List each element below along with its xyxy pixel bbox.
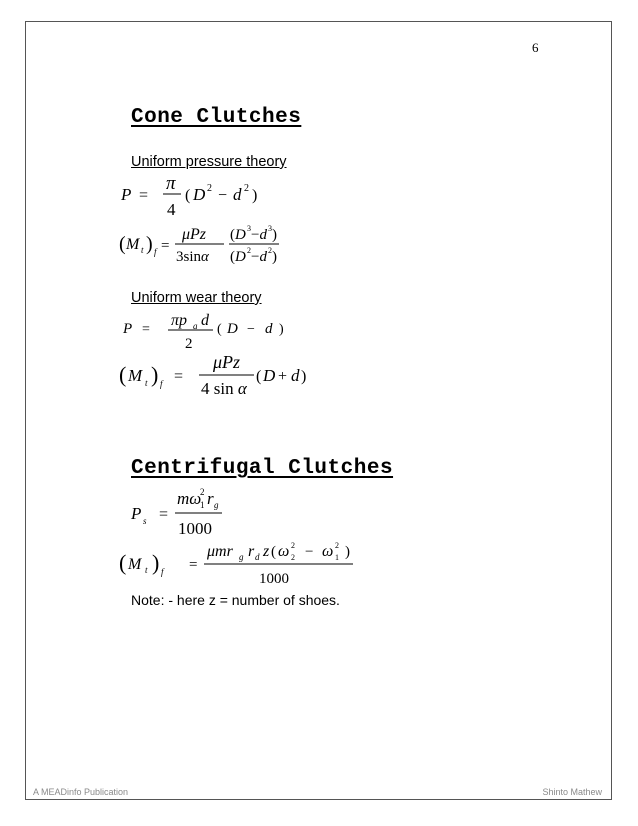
eq-numerator: −d — [251, 227, 267, 243]
eq-paren: ( — [119, 550, 127, 575]
page-border — [25, 21, 612, 800]
eq-numerator: d — [201, 312, 209, 329]
note-shoes: Note: - here z = number of shoes. — [131, 592, 340, 608]
eq-denominator: 3sinα — [176, 249, 209, 265]
eq-symbol-M: M — [126, 236, 140, 253]
eq-equals: = — [189, 557, 198, 573]
eq-paren: ) — [252, 187, 258, 204]
eq-symbol-D: D — [263, 366, 276, 385]
footer-publisher: A MEADinfo Publication — [33, 787, 129, 797]
eq-denominator: −d — [251, 249, 267, 265]
eq-subscript: t — [141, 245, 144, 255]
equation-centrifugal-torque — [119, 538, 369, 590]
footer-author: Shinto Mathew — [542, 787, 602, 797]
equation-uniform-wear-force — [121, 309, 321, 355]
equation-svg — [121, 309, 321, 355]
equation-svg — [119, 350, 329, 400]
eq-symbol-D: D — [227, 321, 238, 337]
eq-equals: = — [174, 368, 184, 385]
eq-numerator: (D — [230, 227, 246, 243]
eq-subscript: f — [161, 567, 164, 577]
equation-spring-force — [119, 482, 259, 540]
equation-svg — [119, 220, 339, 270]
eq-numerator: r — [207, 489, 214, 508]
eq-symbol-d: d — [265, 321, 273, 337]
eq-exponent: 3 — [268, 224, 272, 233]
eq-plus: + — [278, 368, 288, 385]
eq-symbol-D: D — [193, 185, 206, 204]
eq-symbol-M: M — [128, 366, 143, 385]
page-number: 6 — [532, 40, 539, 55]
equation-svg — [119, 482, 259, 540]
eq-paren: ( — [119, 362, 127, 387]
equation-svg — [119, 538, 369, 590]
eq-minus: − — [218, 187, 228, 204]
subheading-uniform-pressure: Uniform pressure theory — [131, 154, 287, 170]
eq-symbol-P: P — [123, 321, 133, 337]
eq-exponent: 2 — [335, 541, 339, 550]
eq-subscript: t — [145, 378, 148, 388]
eq-symbol-P: P — [121, 185, 132, 204]
eq-paren: ( — [217, 322, 222, 337]
heading-centrifugal-clutches: Centrifugal Clutches — [131, 457, 394, 480]
eq-symbol-M: M — [128, 556, 142, 573]
heading-cone-clutches: Cone Clutches — [131, 106, 302, 129]
eq-subscript: f — [160, 379, 163, 389]
eq-exponent: 2 — [207, 183, 212, 194]
eq-numerator: mω — [177, 489, 202, 508]
eq-paren: ( — [119, 233, 126, 255]
eq-denominator: 4 — [167, 200, 176, 219]
eq-subscript: a — [193, 321, 198, 331]
eq-paren: ) — [152, 550, 160, 575]
eq-denominator: 2 — [185, 336, 193, 352]
eq-paren: ) — [146, 233, 153, 255]
eq-subscript: g — [239, 552, 244, 562]
eq-paren: ( — [185, 187, 191, 204]
eq-symbol-pi: π — [166, 173, 176, 194]
eq-symbol-d: d — [233, 185, 242, 204]
equation-svg — [119, 172, 319, 220]
eq-exponent: 2 — [291, 541, 295, 550]
eq-denominator: 1000 — [178, 519, 212, 538]
eq-subscript: d — [255, 552, 260, 562]
eq-equals: = — [142, 322, 150, 337]
eq-exponent: 2 — [200, 487, 205, 497]
eq-denominator: 1000 — [259, 571, 289, 587]
eq-denominator: ) — [272, 249, 277, 265]
eq-symbol-P: P — [131, 504, 142, 523]
eq-symbol-d: d — [291, 366, 300, 385]
eq-numerator: μmr — [207, 543, 233, 560]
eq-paren: ( — [256, 368, 262, 385]
eq-subscript: 1 — [335, 553, 339, 562]
eq-numerator: μPz — [213, 352, 241, 372]
eq-numerator: ω — [278, 543, 290, 560]
eq-subscript: 1 — [200, 500, 205, 510]
eq-exponent: 2 — [244, 183, 249, 194]
eq-minus: − — [247, 322, 255, 337]
eq-denominator: (D — [230, 249, 246, 265]
eq-subscript: g — [214, 500, 219, 510]
equation-uniform-wear-torque — [119, 350, 329, 400]
eq-exponent: 2 — [247, 246, 251, 255]
eq-subscript: s — [143, 516, 147, 526]
equation-uniform-pressure-force — [119, 172, 319, 220]
eq-subscript: t — [145, 565, 148, 575]
eq-exponent: 3 — [247, 224, 251, 233]
eq-subscript: f — [154, 247, 157, 257]
eq-paren: ) — [151, 362, 159, 387]
eq-paren: ) — [345, 544, 350, 560]
eq-numerator: ω — [322, 543, 334, 560]
eq-numerator: ) — [272, 227, 277, 243]
eq-paren: ( — [271, 544, 276, 560]
eq-numerator: μPz — [182, 226, 207, 243]
subheading-uniform-wear: Uniform wear theory — [131, 290, 262, 306]
eq-equals: = — [159, 506, 169, 523]
eq-equals: = — [139, 187, 149, 204]
eq-equals: = — [161, 238, 170, 254]
eq-denominator: 4 sin α — [201, 379, 247, 398]
eq-minus: − — [305, 544, 314, 560]
eq-exponent: 2 — [268, 246, 272, 255]
eq-paren: ) — [279, 322, 284, 337]
eq-subscript: 2 — [291, 553, 295, 562]
equation-uniform-pressure-torque — [119, 220, 339, 270]
eq-paren: ) — [301, 368, 307, 385]
eq-numerator: πp — [171, 312, 188, 329]
eq-numerator: z — [263, 543, 270, 560]
eq-numerator: r — [248, 543, 255, 560]
